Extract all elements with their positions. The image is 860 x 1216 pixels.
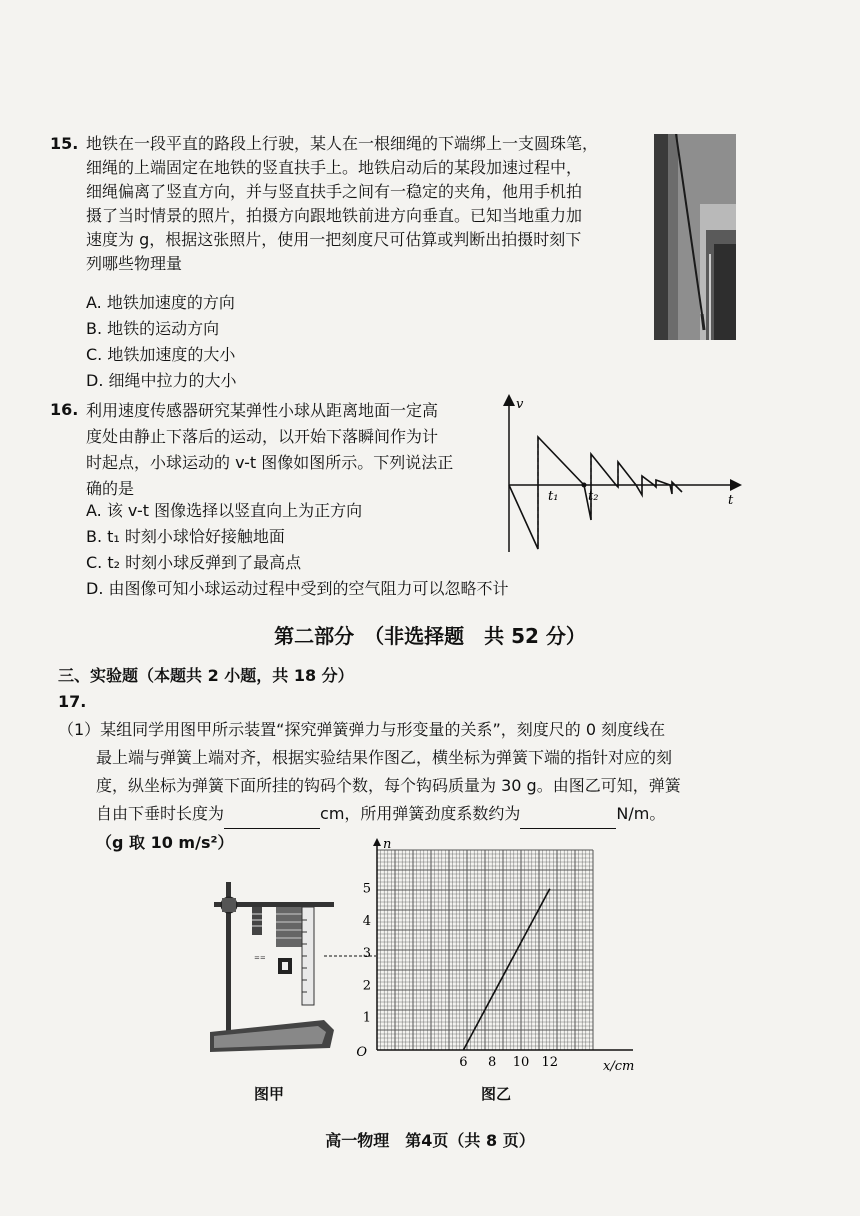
q16-line: 时起点，小球运动的 v-t 图像如图所示。下列说法正 [86, 453, 454, 472]
t1-label: t₁ [548, 489, 559, 504]
fill-text-a: 自由下垂时长度为 [96, 804, 225, 823]
v-label: v [516, 397, 524, 412]
q15-option-d: D. 细绳中拉力的大小 [86, 371, 237, 390]
t1-point [582, 483, 587, 488]
vt-graph [496, 392, 750, 562]
q17-line: 最上端与弹簧上端对齐，根据实验结果作图乙，横坐标为弹簧下端的指针对应的刻 [96, 748, 673, 767]
q15-line: 细绳偏离了竖直方向，并与竖直扶手之间有一稳定的夹角，他用手机拍 [86, 182, 583, 201]
apparatus-figure [206, 880, 346, 1058]
page-footer: 高一物理 第4页（共 8 页） [325, 1131, 535, 1150]
q15-option-c: C. 地铁加速度的大小 [86, 345, 236, 364]
x-tick-label: 6 [459, 1055, 468, 1070]
x-tick-label: 12 [541, 1055, 559, 1070]
q15-options [86, 290, 237, 394]
g-note: （g 取 10 m/s²） [96, 833, 234, 852]
fig-a-caption: 图甲 [254, 1085, 285, 1103]
x-tick-label: 10 [512, 1055, 530, 1070]
subway-photo [654, 134, 736, 340]
y-tick-label: 2 [362, 978, 371, 994]
q16-option-c: C. t₂ 时刻小球反弹到了最高点 [86, 553, 302, 572]
t-label: t [728, 493, 734, 508]
part2-title: 第二部分 （非选择题 共 52 分） [274, 624, 586, 648]
x-axis-label: x/cm [603, 1059, 635, 1074]
q17-line: 度，纵坐标为弹簧下面所挂的钩码个数，每个钩码质量为 30 g。由图乙可知，弹簧 [96, 776, 681, 795]
t2-label: t₂ [588, 489, 599, 504]
q16-options [86, 498, 509, 602]
q16-line: 利用速度传感器研究某弹性小球从距离地面一定高 [86, 401, 439, 420]
chart-grid [377, 850, 593, 1050]
q16-number: 16. [50, 400, 79, 419]
q15-line: 摄了当时情景的照片，拍摄方向跟地铁前进方向垂直。已知当地重力加 [86, 206, 583, 225]
q17-number: 17. [58, 692, 87, 711]
q17-line: （1）某组同学用图甲所示装置“探究弹簧弹力与形变量的关系”，刻度尺的 0 刻度线在 [58, 720, 666, 739]
y-tick-label: 3 [362, 946, 371, 962]
q15-line: 地铁在一段平直的路段上行驶，某人在一根细绳的下端绑上一支圆珠笔， [86, 134, 599, 153]
q16-line: 确的是 [86, 479, 135, 498]
q15-line: 列哪些物理量 [86, 254, 183, 273]
y-tick-label: 5 [362, 881, 371, 897]
answer-blank-k[interactable] [520, 800, 616, 829]
svg-text:==: == [254, 954, 266, 962]
q17-sub1 [58, 716, 681, 857]
q16-stem [86, 398, 453, 502]
y-axis-label: n [383, 838, 392, 852]
section3-title: 三、实验题（本题共 2 小题，共 18 分） [58, 666, 354, 685]
q15-number: 15. [50, 134, 79, 153]
q16-option-a: A. 该 v-t 图像选择以竖直向上为正方向 [86, 501, 363, 520]
fig-b-caption: 图乙 [481, 1085, 512, 1103]
spring-chart [355, 838, 645, 1078]
fill-text-unit-b: N/m。 [616, 804, 666, 823]
q15-line: 细绳的上端固定在地铁的竖直扶手上。地铁启动后的某段加速过程中， [86, 158, 583, 177]
q15-option-a: A. 地铁加速度的方向 [86, 293, 235, 312]
q16-option-b: B. t₁ 时刻小球恰好接触地面 [86, 527, 285, 546]
q15-option-b: B. 地铁的运动方向 [86, 319, 220, 338]
q16-option-d: D. 由图像可知小球运动过程中受到的空气阻力可以忽略不计 [86, 579, 509, 598]
x-tick-label: 8 [488, 1055, 497, 1070]
y-tick-label: 1 [362, 1010, 371, 1026]
origin-label: O [356, 1045, 367, 1060]
q17-fill-line [58, 800, 681, 829]
q15-line: 速度为 g，根据这张照片，使用一把刻度尺可估算或判断出拍摄时刻下 [86, 230, 582, 249]
y-tick-label: 4 [362, 913, 371, 929]
q15-stem [86, 132, 598, 276]
fill-text-unit-a: cm，所用弹簧劲度系数约为 [320, 804, 521, 823]
q16-line: 度处由静止下落后的运动，以开始下落瞬间作为计 [86, 427, 439, 446]
answer-blank-length[interactable] [224, 800, 320, 829]
y-axis-arrow [373, 838, 381, 846]
